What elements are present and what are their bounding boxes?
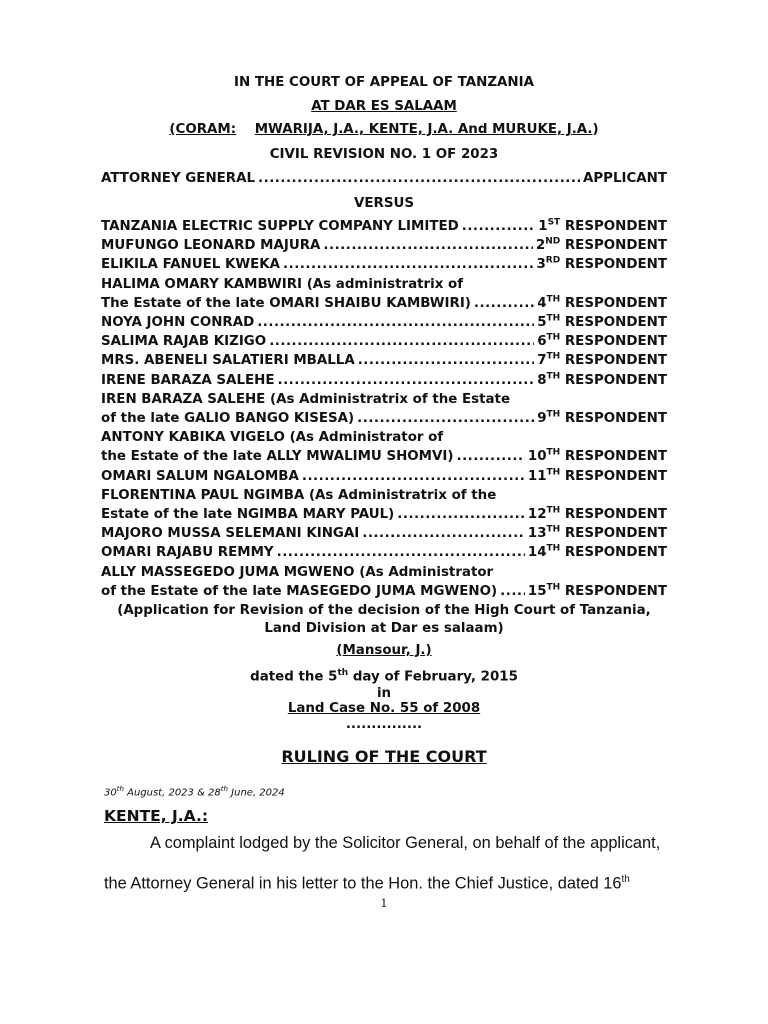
respondent-role-label: RESPONDENT bbox=[564, 257, 667, 273]
court-title: IN THE COURT OF APPEAL OF TANZANIA bbox=[234, 75, 534, 90]
respondent-row bbox=[101, 353, 667, 368]
respondent-role-label: RESPONDENT bbox=[564, 334, 667, 350]
case-number: CIVIL REVISION NO. 1 OF 2023 bbox=[269, 147, 499, 162]
respondent-role bbox=[537, 373, 667, 388]
respondent-ordinal: TH bbox=[546, 505, 561, 516]
dated-sup: th bbox=[337, 668, 349, 678]
leader-dots bbox=[357, 411, 534, 426]
respondent-role bbox=[528, 507, 667, 522]
respondent-row bbox=[101, 315, 667, 330]
respondent-role-label: RESPONDENT bbox=[564, 219, 667, 234]
respondent-row bbox=[101, 411, 667, 426]
respondent-role-label: RESPONDENT bbox=[564, 295, 667, 311]
respondent-role bbox=[538, 219, 667, 234]
leader-dots bbox=[474, 296, 534, 311]
respondent-number: 10 bbox=[527, 449, 547, 465]
respondent-number: 2 bbox=[535, 238, 546, 254]
respondent-role bbox=[528, 545, 667, 560]
respondent-role-label: RESPONDENT bbox=[564, 545, 667, 561]
respondent-name: Estate of the late NGIMBA MARY PAUL) bbox=[101, 507, 395, 522]
respondent-number: 6 bbox=[537, 334, 547, 350]
respondent-row bbox=[101, 584, 667, 599]
respondent-role bbox=[537, 334, 667, 349]
respondent-name: MAJORO MUSSA SELEMANI KINGAI bbox=[101, 526, 360, 542]
date-c: June, 2024 bbox=[227, 787, 285, 799]
versus: VERSUS bbox=[354, 196, 414, 211]
respondent-role-label: RESPONDENT bbox=[564, 449, 667, 465]
respondent-ordinal: TH bbox=[546, 543, 561, 554]
lower-court-judge: (Mansour, J.) bbox=[336, 643, 432, 658]
separator-dots: ............... bbox=[345, 717, 423, 732]
respondent-ordinal: TH bbox=[546, 351, 561, 362]
respondent-role bbox=[528, 584, 667, 599]
respondent-ordinal: TH bbox=[546, 409, 561, 420]
respondent-name: OMARI RAJABU REMMY bbox=[101, 545, 274, 561]
respondent-name: of the late GALIO BANGO KISESA) bbox=[101, 411, 355, 426]
leader-dots bbox=[302, 469, 525, 484]
paragraph-line-2-text: the Attorney General in his letter to the Hon. the Chief Justice, dated 16 bbox=[104, 874, 622, 893]
respondent-ordinal: TH bbox=[546, 524, 561, 535]
ruling-judge: KENTE, J.A.: bbox=[104, 807, 209, 825]
respondent-name: TANZANIA ELECTRIC SUPPLY COMPANY LIMITED bbox=[101, 219, 459, 234]
respondent-name: ELIKILA FANUEL KWEKA bbox=[101, 257, 281, 273]
respondent-number: 5 bbox=[537, 315, 547, 330]
respondent-role-label: RESPONDENT bbox=[564, 583, 667, 599]
respondent-number: 11 bbox=[527, 468, 547, 484]
respondent-prefix: HALIMA OMARY KAMBWIRI (As administratrix of bbox=[101, 276, 464, 292]
coram-line bbox=[0, 122, 768, 137]
respondent-number: 8 bbox=[537, 372, 547, 388]
respondent-row bbox=[101, 526, 667, 541]
land-case: Land Case No. 55 of 2008 bbox=[287, 701, 481, 716]
respondent-role bbox=[537, 315, 667, 330]
respondent-row bbox=[101, 373, 667, 388]
respondent-role bbox=[537, 296, 667, 311]
leader-dots bbox=[362, 526, 525, 541]
coram-close: ) bbox=[592, 122, 599, 137]
applicant-row bbox=[101, 171, 667, 186]
respondent-role bbox=[528, 449, 667, 464]
respondent-number: 15 bbox=[527, 583, 547, 599]
paragraph-line-2 bbox=[104, 874, 670, 893]
leader-dots bbox=[277, 373, 534, 388]
respondent-role-label: RESPONDENT bbox=[564, 526, 667, 542]
date-b: August, 2023 & 28 bbox=[123, 787, 221, 799]
respondent-number: 14 bbox=[527, 545, 547, 561]
respondent-ordinal: TH bbox=[546, 313, 561, 324]
respondent-row bbox=[101, 449, 667, 464]
respondent-number: 13 bbox=[527, 526, 547, 542]
leader-dots bbox=[277, 545, 525, 560]
paragraph-line-1: A complaint lodged by the Solicitor General, on behalf of the applicant, bbox=[150, 834, 661, 852]
respondent-ordinal: TH bbox=[546, 582, 561, 593]
respondent-ordinal: TH bbox=[546, 371, 561, 382]
respondent-name: OMARI SALUM NGALOMBA bbox=[101, 468, 299, 484]
respondent-number: 7 bbox=[537, 353, 547, 369]
applicant-name: ATTORNEY GENERAL bbox=[101, 171, 256, 186]
leader-dots bbox=[456, 449, 524, 464]
respondent-role bbox=[528, 469, 667, 484]
respondent-name: MRS. ABENELI SALATIERI MBALLA bbox=[101, 353, 355, 369]
respondent-ordinal: ND bbox=[545, 236, 561, 247]
leader-dots bbox=[258, 171, 580, 186]
respondent-role bbox=[528, 526, 667, 541]
date-a: 30 bbox=[104, 787, 117, 799]
respondent-row bbox=[101, 257, 667, 272]
leader-dots bbox=[269, 334, 534, 349]
respondent-role bbox=[537, 353, 667, 368]
respondent-prefix: FLORENTINA PAUL NGIMBA (As Administratrix of the bbox=[101, 487, 497, 503]
respondent-name: of the Estate of the late MASEGEDO JUMA MGWENO) bbox=[101, 583, 498, 599]
leader-dots bbox=[397, 507, 525, 522]
respondent-role-label: RESPONDENT bbox=[564, 507, 667, 522]
respondent-number: 4 bbox=[537, 295, 547, 311]
respondent-ordinal: TH bbox=[546, 447, 561, 458]
page-number: 1 bbox=[380, 897, 388, 910]
respondent-row bbox=[101, 238, 667, 253]
respondent-name: the Estate of the late ALLY MWALIMU SHOMVI) bbox=[101, 449, 454, 465]
respondent-prefix: IREN BARAZA SALEHE (As Administratrix of the Estate bbox=[101, 391, 511, 407]
respondent-ordinal: TH bbox=[546, 467, 561, 478]
respondent-name: The Estate of the late OMARI SHAIBU KAMBWIRI) bbox=[101, 295, 471, 311]
respondent-role-label: RESPONDENT bbox=[564, 411, 667, 426]
application-line-2: Land Division at Dar es salaam) bbox=[264, 621, 504, 636]
respondent-name: NOYA JOHN CONRAD bbox=[101, 315, 255, 330]
respondent-row bbox=[101, 545, 667, 560]
respondent-name: MUFUNGO LEONARD MAJURA bbox=[101, 238, 321, 254]
respondent-ordinal: RD bbox=[545, 255, 561, 266]
respondent-ordinal: ST bbox=[547, 217, 561, 228]
respondent-role-label: RESPONDENT bbox=[564, 468, 667, 484]
respondent-ordinal: TH bbox=[546, 294, 561, 305]
dated-text-2: day of February, 2015 bbox=[348, 669, 518, 685]
respondent-row bbox=[101, 296, 667, 311]
decision-date bbox=[0, 668, 768, 684]
respondent-number: 9 bbox=[537, 411, 547, 426]
respondent-row bbox=[101, 507, 667, 522]
respondent-row bbox=[101, 219, 667, 234]
leader-dots bbox=[500, 584, 525, 599]
respondent-prefix: ALLY MASSEGEDO JUMA MGWENO (As Administrator bbox=[101, 564, 494, 580]
paragraph-line-2-sup: th bbox=[621, 874, 630, 885]
in-word: in bbox=[376, 686, 392, 701]
leader-dots bbox=[283, 257, 533, 272]
court-location: AT DAR ES SALAAM bbox=[311, 99, 457, 114]
respondent-row bbox=[101, 469, 667, 484]
respondent-ordinal: TH bbox=[546, 332, 561, 343]
application-line-1: (Application for Revision of the decision of the High Court of Tanzania, bbox=[117, 603, 651, 618]
respondent-prefix: ANTONY KABIKA VIGELO (As Administrator of bbox=[101, 430, 444, 446]
respondent-name: IRENE BARAZA SALEHE bbox=[101, 372, 275, 388]
respondent-role-label: RESPONDENT bbox=[564, 315, 667, 330]
leader-dots bbox=[257, 315, 534, 330]
respondent-role-label: RESPONDENT bbox=[564, 372, 667, 388]
applicant-role: APPLICANT bbox=[582, 171, 667, 186]
coram-label: (CORAM: bbox=[169, 122, 237, 137]
respondent-number: 1 bbox=[538, 219, 548, 234]
hearing-dates bbox=[104, 785, 285, 798]
respondent-name: SALIMA RAJAB KIZIGO bbox=[101, 334, 267, 350]
respondent-number: 3 bbox=[536, 257, 546, 273]
respondent-row bbox=[101, 334, 667, 349]
respondent-number: 12 bbox=[527, 507, 547, 522]
date-b-sup: th bbox=[220, 785, 228, 793]
leader-dots bbox=[358, 353, 535, 368]
respondent-role-label: RESPONDENT bbox=[564, 353, 667, 369]
date-a-sup: th bbox=[116, 785, 124, 793]
respondent-role-label: RESPONDENT bbox=[564, 238, 667, 254]
coram-judges: MWARIJA, J.A., KENTE, J.A. And MURUKE, J.A. bbox=[254, 122, 593, 137]
leader-dots bbox=[323, 238, 532, 253]
respondent-role bbox=[536, 238, 667, 253]
dated-text: dated the 5 bbox=[250, 669, 338, 685]
ruling-title: RULING OF THE COURT bbox=[281, 747, 487, 766]
leader-dots bbox=[462, 219, 536, 234]
respondent-role bbox=[536, 257, 667, 272]
respondent-role bbox=[537, 411, 667, 426]
